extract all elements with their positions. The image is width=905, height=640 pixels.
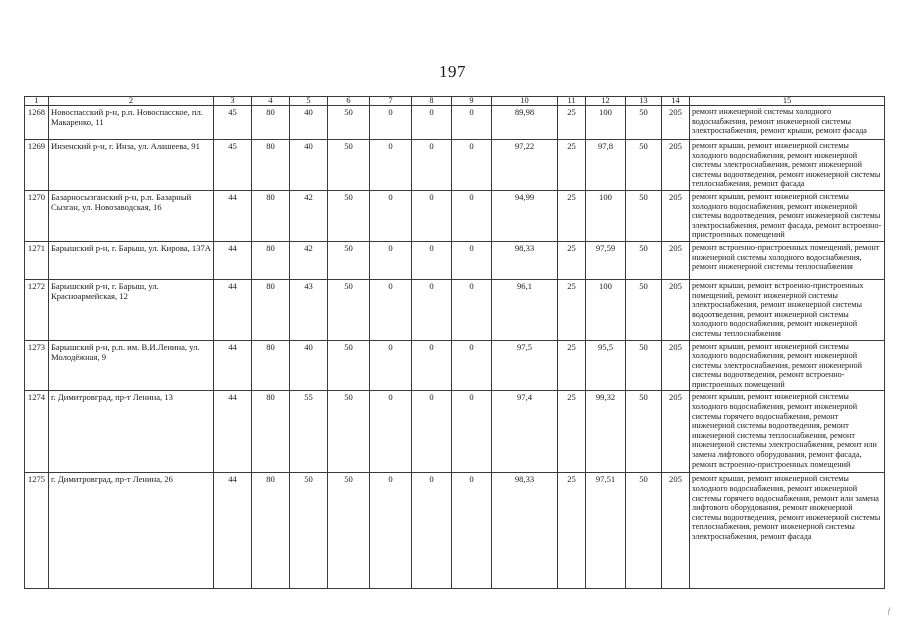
table-row <box>25 106 885 140</box>
page-number: 197 <box>439 62 466 81</box>
table-row <box>25 279 885 340</box>
works-cell: ремонт инженерной системы холодного водоснабжения, ремонт инженерной системы электроснабжения, ремонт крыши, ремонт фасада <box>690 106 885 140</box>
cell-c14: 205 <box>662 340 690 391</box>
cell-c3: 44 <box>214 241 252 279</box>
column-header-13: 13 <box>626 97 662 106</box>
cell-c14: 205 <box>662 241 690 279</box>
cell-c14: 205 <box>662 279 690 340</box>
cell-c6: 50 <box>328 241 370 279</box>
cell-c3: 45 <box>214 106 252 140</box>
cell-c8: 0 <box>412 190 452 241</box>
table-body <box>25 106 885 589</box>
cell-c8: 0 <box>412 241 452 279</box>
works-cell: ремонт крыши, ремонт инженерной системы холодного водоснабжения, ремонт инженерной системы горячего водоснабжения, ремонт или замена лифтового оборудования, ремонт инженерной системы водоотведения, ремонт инженерной системы теплоснабжения, ремонт инженерной системы электроснабжения, ремонт фасада <box>690 473 885 589</box>
cell-c3: 44 <box>214 473 252 589</box>
column-header-1: 1 <box>25 97 49 106</box>
cell-c8: 0 <box>412 473 452 589</box>
cell-c9: 0 <box>452 140 492 191</box>
column-header-14: 14 <box>662 97 690 106</box>
cell-c11: 25 <box>558 391 586 473</box>
cell-c12: 97,51 <box>586 473 626 589</box>
cell-c8: 0 <box>412 340 452 391</box>
address-cell: г. Димитровград, пр-т Ленина, 13 <box>49 391 214 473</box>
works-cell: ремонт встроенно-пристроенных помещений, ремонт инженерной системы холодного водоснабжения, ремонт инженерной системы теплоснабжения <box>690 241 885 279</box>
table-row <box>25 473 885 589</box>
table-header <box>25 97 885 106</box>
table-row <box>25 140 885 191</box>
cell-c5: 40 <box>290 340 328 391</box>
works-cell: ремонт крыши, ремонт инженерной системы холодного водоснабжения, ремонт инженерной системы электроснабжения, ремонт инженерной системы водоотведения, ремонт инженерной системы теплоснабжения, ремонт фасада <box>690 140 885 191</box>
cell-c6: 50 <box>328 106 370 140</box>
cell-c12: 99,32 <box>586 391 626 473</box>
cell-c9: 0 <box>452 190 492 241</box>
header-row <box>25 97 885 106</box>
cell-c7: 0 <box>370 140 412 191</box>
cell-c4: 80 <box>252 106 290 140</box>
cell-c7: 0 <box>370 279 412 340</box>
table-row <box>25 190 885 241</box>
cell-c14: 205 <box>662 106 690 140</box>
column-header-15: 15 <box>690 97 885 106</box>
column-header-2: 2 <box>49 97 214 106</box>
cell-c13: 50 <box>626 140 662 191</box>
cell-c9: 0 <box>452 241 492 279</box>
cell-c14: 205 <box>662 473 690 589</box>
cell-c4: 80 <box>252 391 290 473</box>
cell-c9: 0 <box>452 106 492 140</box>
cell-c10: 97,5 <box>492 340 558 391</box>
cell-c11: 25 <box>558 241 586 279</box>
address-cell: Барышский р-н, г. Барыш, ул. Красноармейская, 12 <box>49 279 214 340</box>
row-number: 1270 <box>25 190 49 241</box>
cell-c3: 44 <box>214 391 252 473</box>
cell-c6: 50 <box>328 279 370 340</box>
column-header-4: 4 <box>252 97 290 106</box>
works-cell: ремонт крыши, ремонт встроенно-пристроенных помещений, ремонт инженерной системы электроснабжения, ремонт инженерной системы водоотведения, ремонт инженерной системы холодного водоснабжения, ремонт инженерной системы теплоснабжения <box>690 279 885 340</box>
table-row <box>25 241 885 279</box>
cell-c4: 80 <box>252 140 290 191</box>
cell-c6: 50 <box>328 473 370 589</box>
column-header-10: 10 <box>492 97 558 106</box>
column-header-9: 9 <box>452 97 492 106</box>
cell-c12: 100 <box>586 106 626 140</box>
cell-c10: 97,22 <box>492 140 558 191</box>
cell-c12: 95,5 <box>586 340 626 391</box>
cell-c13: 50 <box>626 106 662 140</box>
cell-c3: 45 <box>214 140 252 191</box>
cell-c14: 205 <box>662 140 690 191</box>
cell-c10: 98,33 <box>492 241 558 279</box>
cell-c7: 0 <box>370 340 412 391</box>
address-cell: Инзенский р-н, г. Инза, ул. Алашеева, 91 <box>49 140 214 191</box>
cell-c12: 97,8 <box>586 140 626 191</box>
column-header-3: 3 <box>214 97 252 106</box>
cell-c4: 80 <box>252 473 290 589</box>
row-number: 1275 <box>25 473 49 589</box>
cell-c6: 50 <box>328 340 370 391</box>
address-cell: Базарносызганский р-н, р.п. Базарный Сызган, ул. Новозаводская, 16 <box>49 190 214 241</box>
cell-c13: 50 <box>626 473 662 589</box>
cell-c13: 50 <box>626 190 662 241</box>
cell-c8: 0 <box>412 140 452 191</box>
cell-c10: 89,98 <box>492 106 558 140</box>
column-header-11: 11 <box>558 97 586 106</box>
cell-c5: 42 <box>290 190 328 241</box>
cell-c10: 94,99 <box>492 190 558 241</box>
column-header-5: 5 <box>290 97 328 106</box>
cell-c7: 0 <box>370 473 412 589</box>
cell-c5: 55 <box>290 391 328 473</box>
cell-c7: 0 <box>370 190 412 241</box>
row-number: 1272 <box>25 279 49 340</box>
cell-c12: 100 <box>586 190 626 241</box>
works-cell: ремонт крыши, ремонт инженерной системы холодного водоснабжения, ремонт инженерной системы водоотведения, ремонт инженерной системы электроснабжения, ремонт фасада, ремонт встроенно-пристроенных помещений <box>690 190 885 241</box>
scan-artifact: ƒ <box>887 606 892 616</box>
address-cell: Барышский р-н, г. Барыш, ул. Кирова, 137А <box>49 241 214 279</box>
cell-c10: 97,4 <box>492 391 558 473</box>
cell-c4: 80 <box>252 190 290 241</box>
cell-c3: 44 <box>214 190 252 241</box>
cell-c12: 97,59 <box>586 241 626 279</box>
cell-c5: 40 <box>290 106 328 140</box>
cell-c11: 25 <box>558 340 586 391</box>
cell-c13: 50 <box>626 241 662 279</box>
cell-c9: 0 <box>452 279 492 340</box>
address-cell: г. Димитровград, пр-т Ленина, 26 <box>49 473 214 589</box>
column-header-6: 6 <box>328 97 370 106</box>
cell-c13: 50 <box>626 340 662 391</box>
cell-c11: 25 <box>558 190 586 241</box>
cell-c8: 0 <box>412 106 452 140</box>
cell-c11: 25 <box>558 106 586 140</box>
cell-c3: 44 <box>214 279 252 340</box>
cell-c6: 50 <box>328 140 370 191</box>
row-number: 1274 <box>25 391 49 473</box>
row-number: 1269 <box>25 140 49 191</box>
column-header-7: 7 <box>370 97 412 106</box>
cell-c9: 0 <box>452 340 492 391</box>
cell-c6: 50 <box>328 190 370 241</box>
cell-c8: 0 <box>412 391 452 473</box>
cell-c5: 43 <box>290 279 328 340</box>
row-number: 1268 <box>25 106 49 140</box>
cell-c4: 80 <box>252 340 290 391</box>
table-row <box>25 391 885 473</box>
cell-c10: 98,33 <box>492 473 558 589</box>
cell-c7: 0 <box>370 241 412 279</box>
cell-c14: 205 <box>662 190 690 241</box>
cell-c4: 80 <box>252 241 290 279</box>
registry-table <box>24 96 885 589</box>
cell-c4: 80 <box>252 279 290 340</box>
row-number: 1273 <box>25 340 49 391</box>
column-header-8: 8 <box>412 97 452 106</box>
row-number: 1271 <box>25 241 49 279</box>
cell-c10: 96,1 <box>492 279 558 340</box>
cell-c7: 0 <box>370 106 412 140</box>
cell-c13: 50 <box>626 391 662 473</box>
cell-c5: 50 <box>290 473 328 589</box>
table-row <box>25 340 885 391</box>
cell-c14: 205 <box>662 391 690 473</box>
works-cell: ремонт крыши, ремонт инженерной системы холодного водоснабжения, ремонт инженерной системы электроснабжения, ремонт инженерной системы водоотведения, ремонт встроенно-пристроенных помещений <box>690 340 885 391</box>
cell-c6: 50 <box>328 391 370 473</box>
cell-c7: 0 <box>370 391 412 473</box>
cell-c12: 100 <box>586 279 626 340</box>
works-cell: ремонт крыши, ремонт инженерной системы холодного водоснабжения, ремонт инженерной системы горячего водоснабжения, ремонт инженерной системы водоотведения, ремонт инженерной системы теплоснабжения, ремонт инженерной системы электроснабжения, ремонт или замена лифтового оборудования, ремонт фасада, ремонт встроенно-пристроенных помещений <box>690 391 885 473</box>
cell-c11: 25 <box>558 279 586 340</box>
address-cell: Новоспасский р-н, р.п. Новоспасское, пл. Макаренко, 11 <box>49 106 214 140</box>
cell-c13: 50 <box>626 279 662 340</box>
cell-c8: 0 <box>412 279 452 340</box>
cell-c9: 0 <box>452 473 492 589</box>
cell-c3: 44 <box>214 340 252 391</box>
cell-c9: 0 <box>452 391 492 473</box>
column-header-12: 12 <box>586 97 626 106</box>
address-cell: Барышский р-н, р.п. им. В.И.Ленина, ул. Молодёжная, 9 <box>49 340 214 391</box>
cell-c11: 25 <box>558 473 586 589</box>
cell-c5: 40 <box>290 140 328 191</box>
cell-c11: 25 <box>558 140 586 191</box>
cell-c5: 42 <box>290 241 328 279</box>
